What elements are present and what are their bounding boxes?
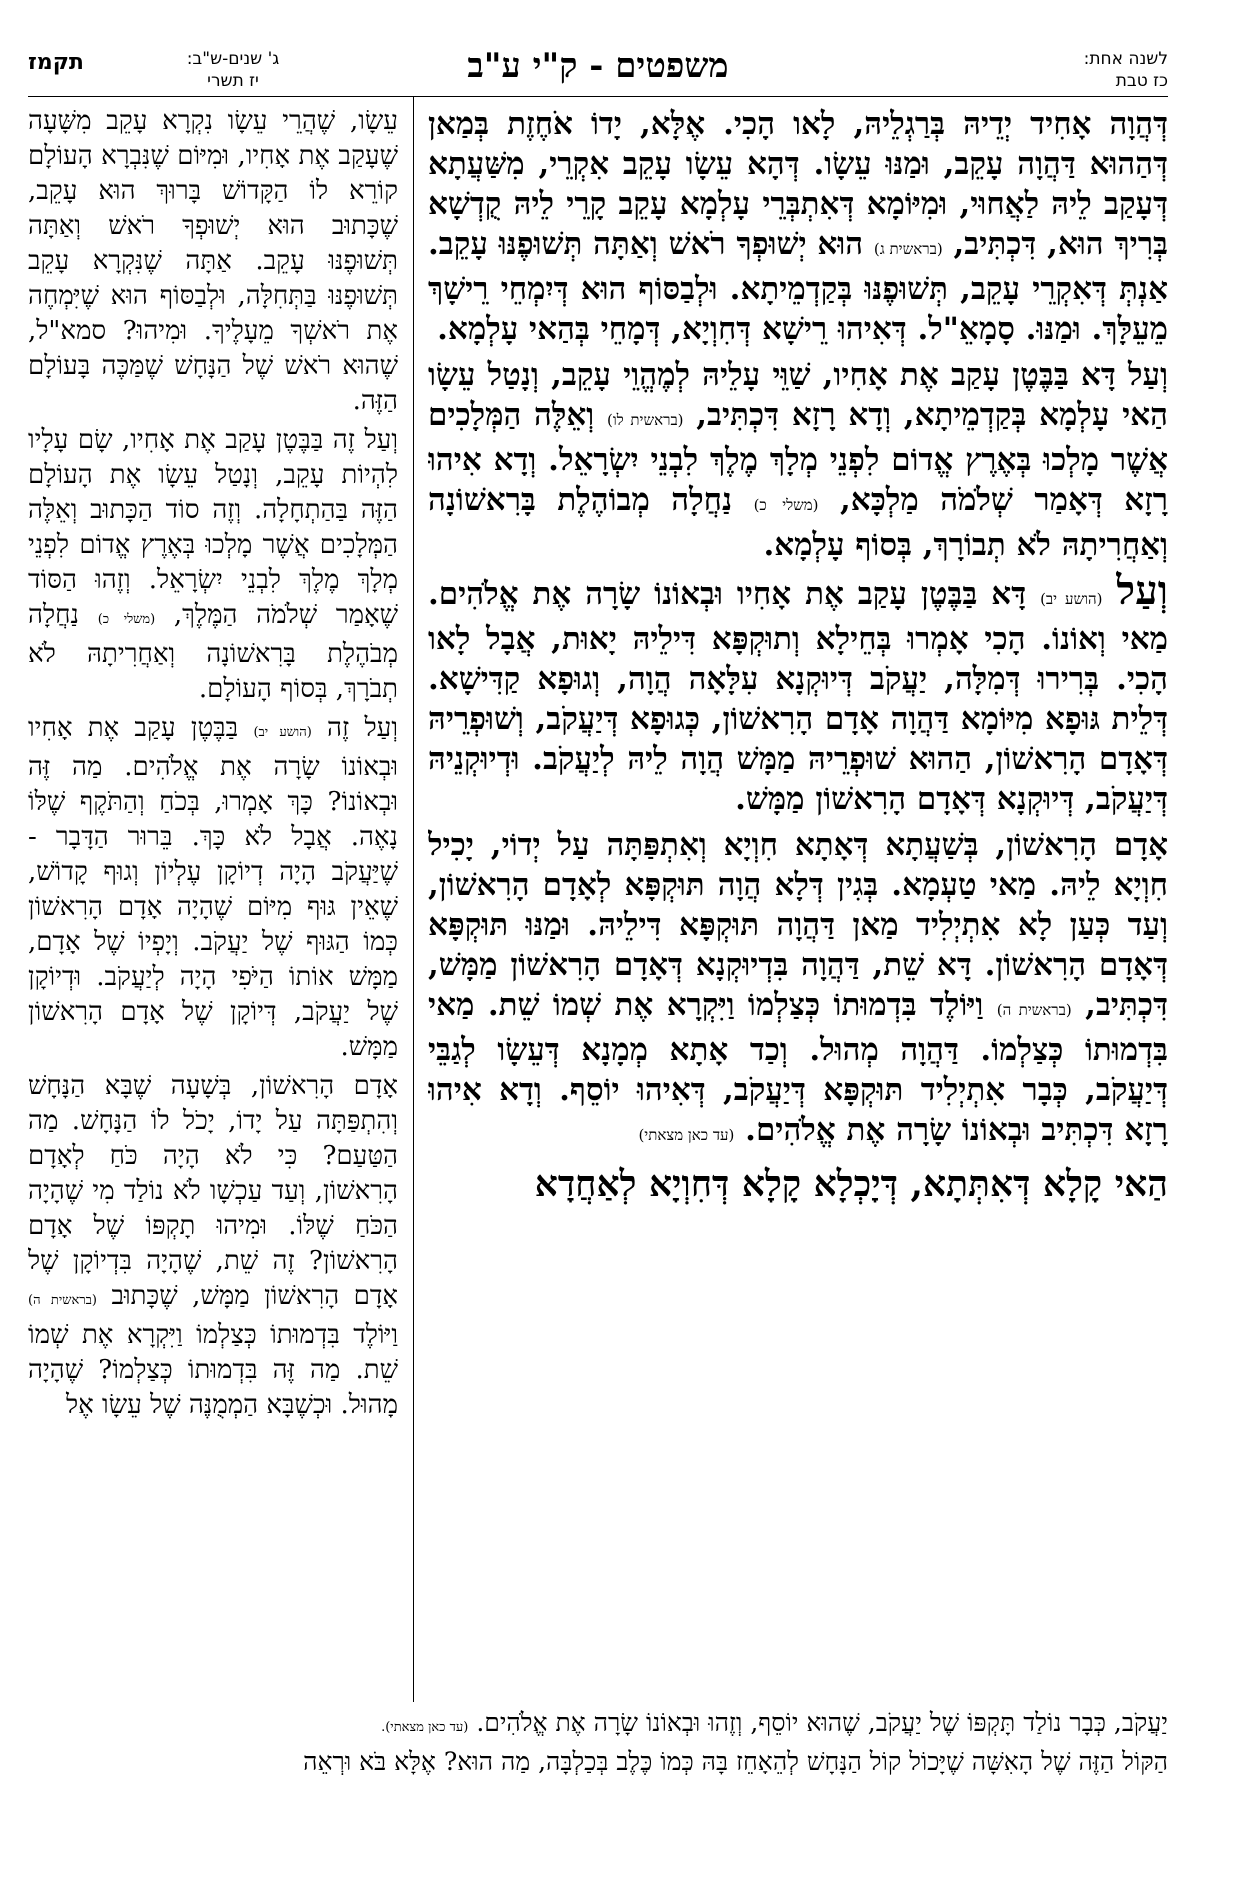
page-title: משפטים - ק"י ע"ב [467, 46, 729, 86]
continuation-line [28, 1706, 1168, 1745]
verse-reference: (בראשית ה) [28, 1293, 97, 1308]
text: הַאי קָלָא דְּאִתְּתָא, דְּיָכְלָא קָלָא דְּחִוְיָא לְאַחֲדָא [534, 1163, 1168, 1205]
zohar-paragraph-opening [428, 1161, 1168, 1207]
text: אָדָם הָרִאשׁוֹן, בְּשָׁעָה שֶׁבָּא הַנָּחָשׁ וְהִתְפַּתָּה עַל יָדוֹ, יָכֹל לוֹ הַנָּחָשׁ. מַה הַטַּעַם? כִּי לֹא הָיָה כֹּחַ לְאָדָם הָרִאשׁוֹן, וְעַד עַכְשָׁו לֹא נוֹלַד מִי שֶׁהָיָה הַכֹּחַ שֶׁלּוֹ. וּמִיהוּ תָקְפּוֹ שֶׁל אָדָם הָרִאשׁוֹן? זֶה שֵׁת, שֶׁהָיָה בִּדְיוֹקָן שֶׁל אָדָם הָרִאשׁוֹן מַמָּשׁ, שֶׁכָּתוּב [28, 1071, 398, 1311]
verse-reference: (בראשית ה) [996, 1001, 1072, 1019]
text: וַיּוֹלֶד בִּדְמוּתוֹ כְּצַלְמוֹ וַיִּקְרָא אֶת שְׁמוֹ שֵׁת. מַאי בִּדְמוּתוֹ כְּצַלְמוֹ. דַּהֲוָה מְהוּל. וְכַד אָתָא מְמָנָא דְּעֵשָׂו לְגַבֵּי דְּיַעֲקֹב, כְּבָר אִתְיְלִיד תּוּקְפָּא דְּיַעֲקֹב, דְּאִיהוּ יוֹסֵף. וְדָא אִיהוּ רָזָא דִּכְתִּיב וּבְאוֹנוֹ שָׂרָה אֶת אֱלֹהִים. [428, 987, 1168, 1148]
text: עֵשָׂו, שֶׁהֲרֵי עֵשָׂו נִקְרָא עָקֵב מִשָּׁעָה שֶׁעָקַב אֶת אָחִיו, וּמִיּוֹם שֶׁנִּבְרָא הָעוֹלָם קוֹרֵא לוֹ הַקָּדוֹשׁ בָּרוּךְ הוּא עָקֵב, שֶׁכָּתוּב הוּא יְשׁוּפְךָ רֹאשׁ וְאַתָּה תְּשׁוּפֶנּוּ עָקֵב. אַתָּה שֶׁנִּקְרָא עָקֵב תְּשׁוּפֶנּוּ בַּתְּחִלָּה, וּלְבַסּוֹף הוּא שֶׁיִּמְחֶה אֶת רֹאשְׁךָ מֵעָלֶיךָ. וּמִיהוּ? סמא"ל, שֶׁהוּא רֹאשׁ שֶׁל הַנָּחָשׁ שֶׁמַּכֶּה בָּעוֹלָם הַזֶּה. [28, 106, 398, 416]
text: יַעֲקֹב, כְּבָר נוֹלַד תָּקְפּוֹ שֶׁל יַעֲקֹב, שֶׁהוּא יוֹסֵף, וְזֶהוּ וּבְאוֹנוֹ שָׂרָה אֶת אֱלֹהִים. [476, 1708, 1168, 1737]
translation-paragraph [28, 423, 398, 707]
text: וְעַל זֶה בַּבֶּטֶן עָקַב אֶת אָחִיו, שָׂם עָלָיו לִהְיוֹת עָקֵב, וְנָטַל עֵשָׂו אֶת הָעוֹלָם הַזֶּה בַּהַתְחָלָה. וְזֶה סוֹד הַכָּתוּב וְאֵלֶּה הַמְּלָכִים אֲשֶׁר מָלְכוּ בְּאֶרֶץ אֱדוֹם לִפְנֵי מְלָךְ מֶלֶךְ לִבְנֵי יִשְׂרָאֵל. וְזֶהוּ הַסּוֹד שֶׁאָמַר שְׁלֹמֹה הַמֶּלֶךְ, [28, 425, 398, 630]
end-note: (עד כאן מצאתי) [638, 1126, 735, 1144]
verse-reference: (הושע יב) [253, 725, 312, 740]
schedule-3y-label: ג' שנים-ש"ב: [186, 49, 280, 69]
verse-reference: (הושע יב) [1040, 590, 1103, 608]
translation-paragraph [28, 104, 398, 419]
verse-reference: (בראשית ג) [873, 240, 943, 258]
zohar-paragraph [428, 825, 1168, 1155]
text: בַּבֶּטֶן עָקַב אֶת אָחִיו וּבְאוֹנוֹ שָׂרָה אֶת אֱלֹהִים. מַה זֶּה וּבְאוֹנוֹ? כָּךְ אָמְרוּ, בְּכֹחַ וְהַתֹּקֶף שֶׁלּוֹ נָאֶה. אֲבָל לֹא כָּךְ. בֵּרוּר הַדָּבָר - שֶׁיַּעֲקֹב הָיָה דְיוֹקָן עֶלְיוֹן וְגוּף קָדוֹשׁ, שֶׁאֵין גּוּף מִיּוֹם שֶׁהָיָה אָדָם הָרִאשׁוֹן כְּמוֹ הַגּוּף שֶׁל יַעֲקֹב. וְיָפְיוֹ שֶׁל אָדָם, מַמָּשׁ אוֹתוֹ הַיֹּפִי הָיָה לְיַעֲקֹב. וּדְיוֹקָן שֶׁל יַעֲקֹב, דְּיוֹקָן שֶׁל אָדָם הָרִאשׁוֹן מַמָּשׁ. [28, 713, 398, 1062]
zohar-paragraph [428, 355, 1168, 565]
zohar-paragraph [428, 104, 1168, 349]
opening-word: וְעַל זֶה [327, 713, 398, 743]
end-note: (עד כאן מצאתי). [381, 1720, 469, 1735]
page [28, 44, 1168, 1834]
text: דְּהֲוָה אָחִיד יְדֵיהּ בְּרַגְלֵיהּ, לָאו הָכִי. אֶלָּא, יָדוֹ אֹחֶזֶת בְּמַאן דְּהַהוּא דַּהֲוָה עָקֵב, וּמַנּוּ עֵשָׂו. דְּהָא עֵשָׂו עָקֵב אִקְרֵי, מִשַּׁעֲתָא דְּעָקַב לֵיהּ לַאֲחוּי, וּמִיּוֹמָא דְּאִתְבְּרֵי עָלְמָא עָקֵב קָרֵי לֵיהּ קֻדְשָׁא בְּרִיךְ הוּא, דִּכְתִּיב, [428, 106, 1168, 262]
continuation-line [28, 1745, 1168, 1779]
verse-reference: (בראשית לו) [606, 411, 684, 429]
opening-word: וְעַל [1116, 567, 1168, 614]
translation-paragraph [28, 711, 398, 1065]
page-number: תקמז [28, 50, 84, 75]
zohar-paragraph [428, 567, 1168, 819]
verse-reference: (משלי כ) [97, 612, 156, 627]
verse-reference: (משלי כ) [753, 496, 819, 514]
schedule-3y-date: יז תשרי [207, 71, 259, 91]
translation-paragraph [28, 1069, 398, 1423]
text: הוּא יְשׁוּפְךָ רֹאשׁ וְאַתָּה תְּשׁוּפֶנּוּ עָקֵב. אַנְתְּ דְּאִקְרֵי עָקֵב, תְּשׁוּפֶנּוּ בְּקַדְמֵיתָא. וּלְבַסּוֹף הוּא דְּיִמְחֵי רֵישָׁךְ מֵעֵלָּךְ. וּמַנּוּ. סָמָאֵ"ל. דְּאִיהוּ רֵישָׁא דְּחִוְיָא, דְּמָחֵי בְּהַאי עָלְמָא. [428, 226, 1168, 347]
page-header [28, 44, 1168, 96]
schedule-date: כז טבת [1115, 71, 1168, 91]
text: וְאֵלֶּה הַמְּלָכִים אֲשֶׁר מָלְכוּ בְּאֶרֶץ אֱדוֹם לִפְנֵי מְלָךְ מֶלֶךְ לִבְנֵי יִשְׂרָאֵל. וְדָא אִיהוּ רָזָא דְּאָמַר שְׁלֹמֹה מַלְכָּא, [428, 397, 1168, 518]
schedule-3y [138, 48, 328, 92]
text: דָּא בַּבֶּטֶן עָקַב אֶת אָחִיו וּבְאוֹנוֹ שָׂרָה אֶת אֱלֹהִים. מַאי וְאוֹנוֹ. הָכִי אָמְרוּ בְּחֵילָא וְתוּקְפָּא דִּילֵיהּ יָאוּת, אֲבָל לָאו הָכִי. בְּרִירוּ דְּמִלָּה, יַעֲקֹב דְּיוּקְנָא עִלָּאָה הֲוָה, וְגוּפָא קַדִּישָׁא. דְּלֵית גּוּפָא מִיּוֹמָא דַּהֲוָה אָדָם הָרִאשׁוֹן, כְּגוּפָא דְּיַעֲקֹב, וְשׁוּפְרֵיהּ דְּאָדָם הָרִאשׁוֹן, הַהוּא שׁוּפְרֵיהּ מַמָּשׁ הֲוָה לֵיהּ לְיַעֲקֹב. וּדְיוּקְנֵיהּ דְּיַעֲקֹב, דְּיוּקְנָא דְּאָדָם הָרִאשׁוֹן מַמָּשׁ. [428, 576, 1168, 817]
header-rule [28, 96, 1168, 97]
translation-continuation [28, 1706, 1168, 1779]
text: וְעַל דָּא בַּבֶּטֶן עָקַב אֶת אָחִיו, שַׁוֵּי עָלֵיהּ לְמֶהֱוֵי עָקֵב, וְנָטַל עֵשָׂו הַאי עָלְמָא בְּקַדְמֵיתָא, וְדָא רָזָא דִּכְתִּיב, [428, 357, 1168, 433]
zohar-text-column [428, 104, 1168, 1702]
text: נַחֲלָה מְבֹהֶלֶת בָּרִאשׁוֹנָה וְאַחֲרִיתָהּ לֹא תְבֹרָךְ, בְּסוֹף הָעוֹלָם. [28, 600, 398, 704]
translation-column [28, 104, 398, 1702]
schedule-label: לשנה אחת: [1083, 49, 1168, 69]
text: הַקּוֹל הַזֶּה שֶׁל הָאִשָּׁה שֶׁיָּכוֹל קוֹל הַנָּחָשׁ לְהֵאָחֵז בָּהּ כְּמוֹ כֶּלֶב בְּכַלְבָּה, מַה הוּא? אֶלָּא בֹּא וּרְאֵה [303, 1747, 1168, 1776]
text: וַיּוֹלֶד בִּדְמוּתוֹ כְּצַלְמוֹ וַיִּקְרָא אֶת שְׁמוֹ שֵׁת. מַה זֶּה בִּדְמוּתוֹ כְּצַלְמוֹ? שֶׁהָיָה מָהוּל. וּכְשֶׁבָּא הַמְמֻנֶּה שֶׁל עֵשָׂו אֶל [28, 1320, 398, 1420]
text: אָדָם הָרִאשׁוֹן, בְּשַׁעֲתָא דְּאָתָא חִוְיָא וְאִתְפַּתָּה עַל יְדוֹי, יָכִיל חִוְיָא לֵיהּ. מַאי טַעְמָא. בְּגִין דְּלָא הֲוָה תּוּקְפָּא לְאָדָם הָרִאשׁוֹן, וְעַד כְּעַן לָא אִתְיְלִיד מַאן דַּהֲוָה תּוּקְפָּא דִּילֵיהּ. וּמַנּוּ תּוּקְפָּא דְּאָדָם הָרִאשׁוֹן. דָּא שֵׁת, דַּהֲוָה בִּדְיוּקְנָא דְּאָדָם הָרִאשׁוֹן מַמָּשׁ, דִּכְתִּיב, [428, 827, 1168, 1023]
text: נַחֲלָה מְבוֹהֶלֶת בָּרִאשׁוֹנָה וְאַחֲרִיתָהּ לֹא תְבוֹרָךְ, בְּסוֹף עָלְמָא. [428, 482, 1168, 563]
column-divider [413, 96, 414, 1702]
